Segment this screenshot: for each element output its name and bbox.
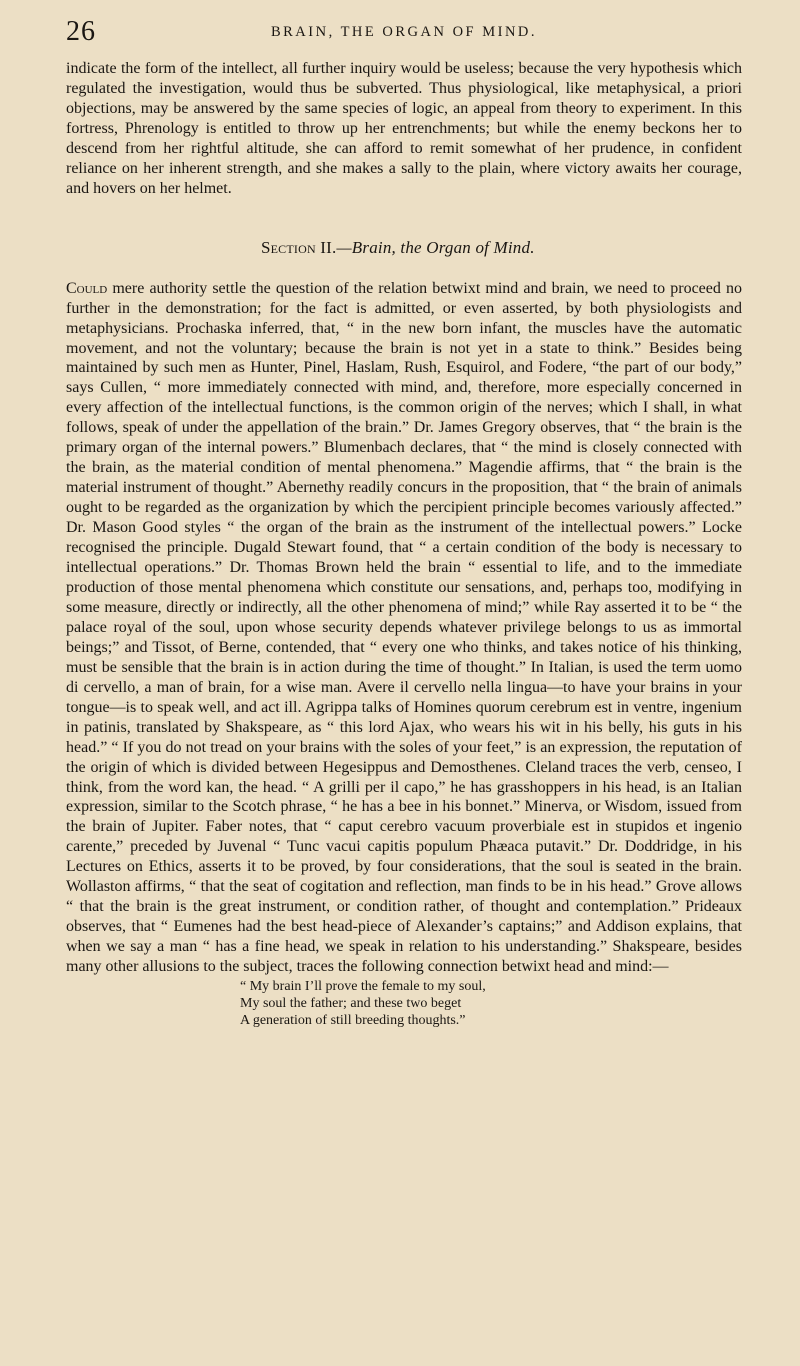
body-text — [66, 59, 742, 1029]
paragraph-2 — [66, 279, 742, 977]
verse-quote — [66, 978, 742, 1029]
verse-line: My soul the father; and these two beget — [240, 996, 462, 1012]
paragraph-2-text: mere authority settle the question of the relation betwixt mind and brain, we need to proceed no further in the demonstration; for the fact is admitted, or even asserted, by both physiologists and metaphysicians. Prochaska inferred, that, “ in the new born infant, the muscles have the automatic movement, and not the voluntary; because the brain is not yet in a state to think.” Besides being maintained by such men as Hunter, Pinel, Haslam, Rush, Esquirol, and Fodere, “the part of our body,” says Cullen, “ more immediately connected with mind, and, therefore, more especially concerned in every affection of the intellectual functions, is the common origin of the nerves; which I shall, in what follows, speak of under the appellation of the brain.” Dr. James Gregory observes, that “ the brain is the primary organ of the internal powers.” Blumenbach declares, that “ the mind is closely connected with the brain, as the material condition of mental phenomena.” Magendie affirms, that “ the brain is the material instrument of thought.” Abernethy readily concurs in the proposition, that “ the brain of animals ought to be regarded as the organization by which the percipient principle becomes variously affected.” Dr. Mason Good styles “ the organ of the brain as the instrument of the intellectual powers.” Locke recognised the principle. Dugald Stewart found, that “ a certain condition of the body is necessary to intellectual operations.” Dr. Thomas Brown held the brain “ essential to life, and to the immediate production of those mental phenomena which constitute our sensations, and, perhaps too, modifying in some measure, directly or indirectly, all the other phenomena of mind;” while Ray asserted it to be “ the palace royal of the soul, upon whose security depends whatever privilege belongs to us as immortal beings;” and Tissot, of Berne, contended, that “ every one who thinks, and takes notice of his thinking, must be sensible that the brain is in action during the time of thought.” In Italian, is used the term uomo di cervello, a man of brain, for a wise man. Avere il cervello nella lingua—to have your brains in your tongue—is to speak well, and act ill. Agrippa talks of Homines quorum cerebrum est in ventre, ingenium in patinis, translated by Shakspeare, as “ this lord Ajax, who wears his wit in his belly, his guts in his head.” “ If you do not tread on your brains with the soles of your feet,” is an expression, the reputation of the origin of which is divided between Hegesippus and Demosthenes. Cleland traces the verb, censeo, I think, from the word kan, the head. “ A grilli per il capo,” he has grasshoppers in his head, is an Italian expression, similar to the Scotch phrase, “ he has a bee in his bonnet.” Minerva, or Wisdom, issued from the brain of Jupiter. Faber notes, that “ caput cerebro vacuum proverbiale est in stupidos et ingenio carente,” preceded by Juvenal “ Tunc vacui capitis populum Phæaca putavit.” Dr. Doddridge, in his Lectures on Ethics, asserts it to be proved, by four considerations, that the soul is seated in the brain. Wollaston affirms, “ that the seat of cogitation and reflection, man finds to be in his head.” Grove allows “ that the brain is the great instrument, or condition rather, of thought and contemplation.” Prideaux observes, that “ Eumenes had the best head-piece of Alexander’s captains;” and Addison explains, that when we say a man “ has a fine head, we speak in relation to his understanding.” Shakspeare, besides many other allusions to the subject, traces the following connection betwixt head and mind:— — [66, 279, 742, 976]
running-head: BRAIN, THE ORGAN OF MIND. — [270, 24, 538, 40]
section-title: —Brain, the Organ of Mind. — [336, 237, 535, 257]
page-header — [66, 12, 742, 52]
verse-line: A generation of still breeding thoughts.” — [240, 1013, 466, 1029]
section-label: Section II. — [261, 237, 337, 257]
section-heading — [66, 237, 742, 259]
paragraph-2-lead: Could — [66, 279, 108, 297]
page-number: 26 — [66, 16, 96, 47]
paragraph-1: indicate the form of the intellect, all further inquiry would be useless; because the very hypothesis which regulated the investigation, would thus be subverted. Thus physiological, like metaphysical, a priori objections, may be answered by the same species of logic, an appeal from theory to experiment. In this fortress, Phrenology is entitled to throw up her entrenchments; but while the enemy beckons her to descend from her rightful altitude, she can afford to remit somewhat of her prudence, in confident reliance on her inherent strength, and she makes a sally to the plain, where victory awaits her courage, and hovers on her helmet. — [66, 60, 742, 197]
verse-line: “ My brain I’ll prove the female to my soul, — [240, 979, 486, 995]
